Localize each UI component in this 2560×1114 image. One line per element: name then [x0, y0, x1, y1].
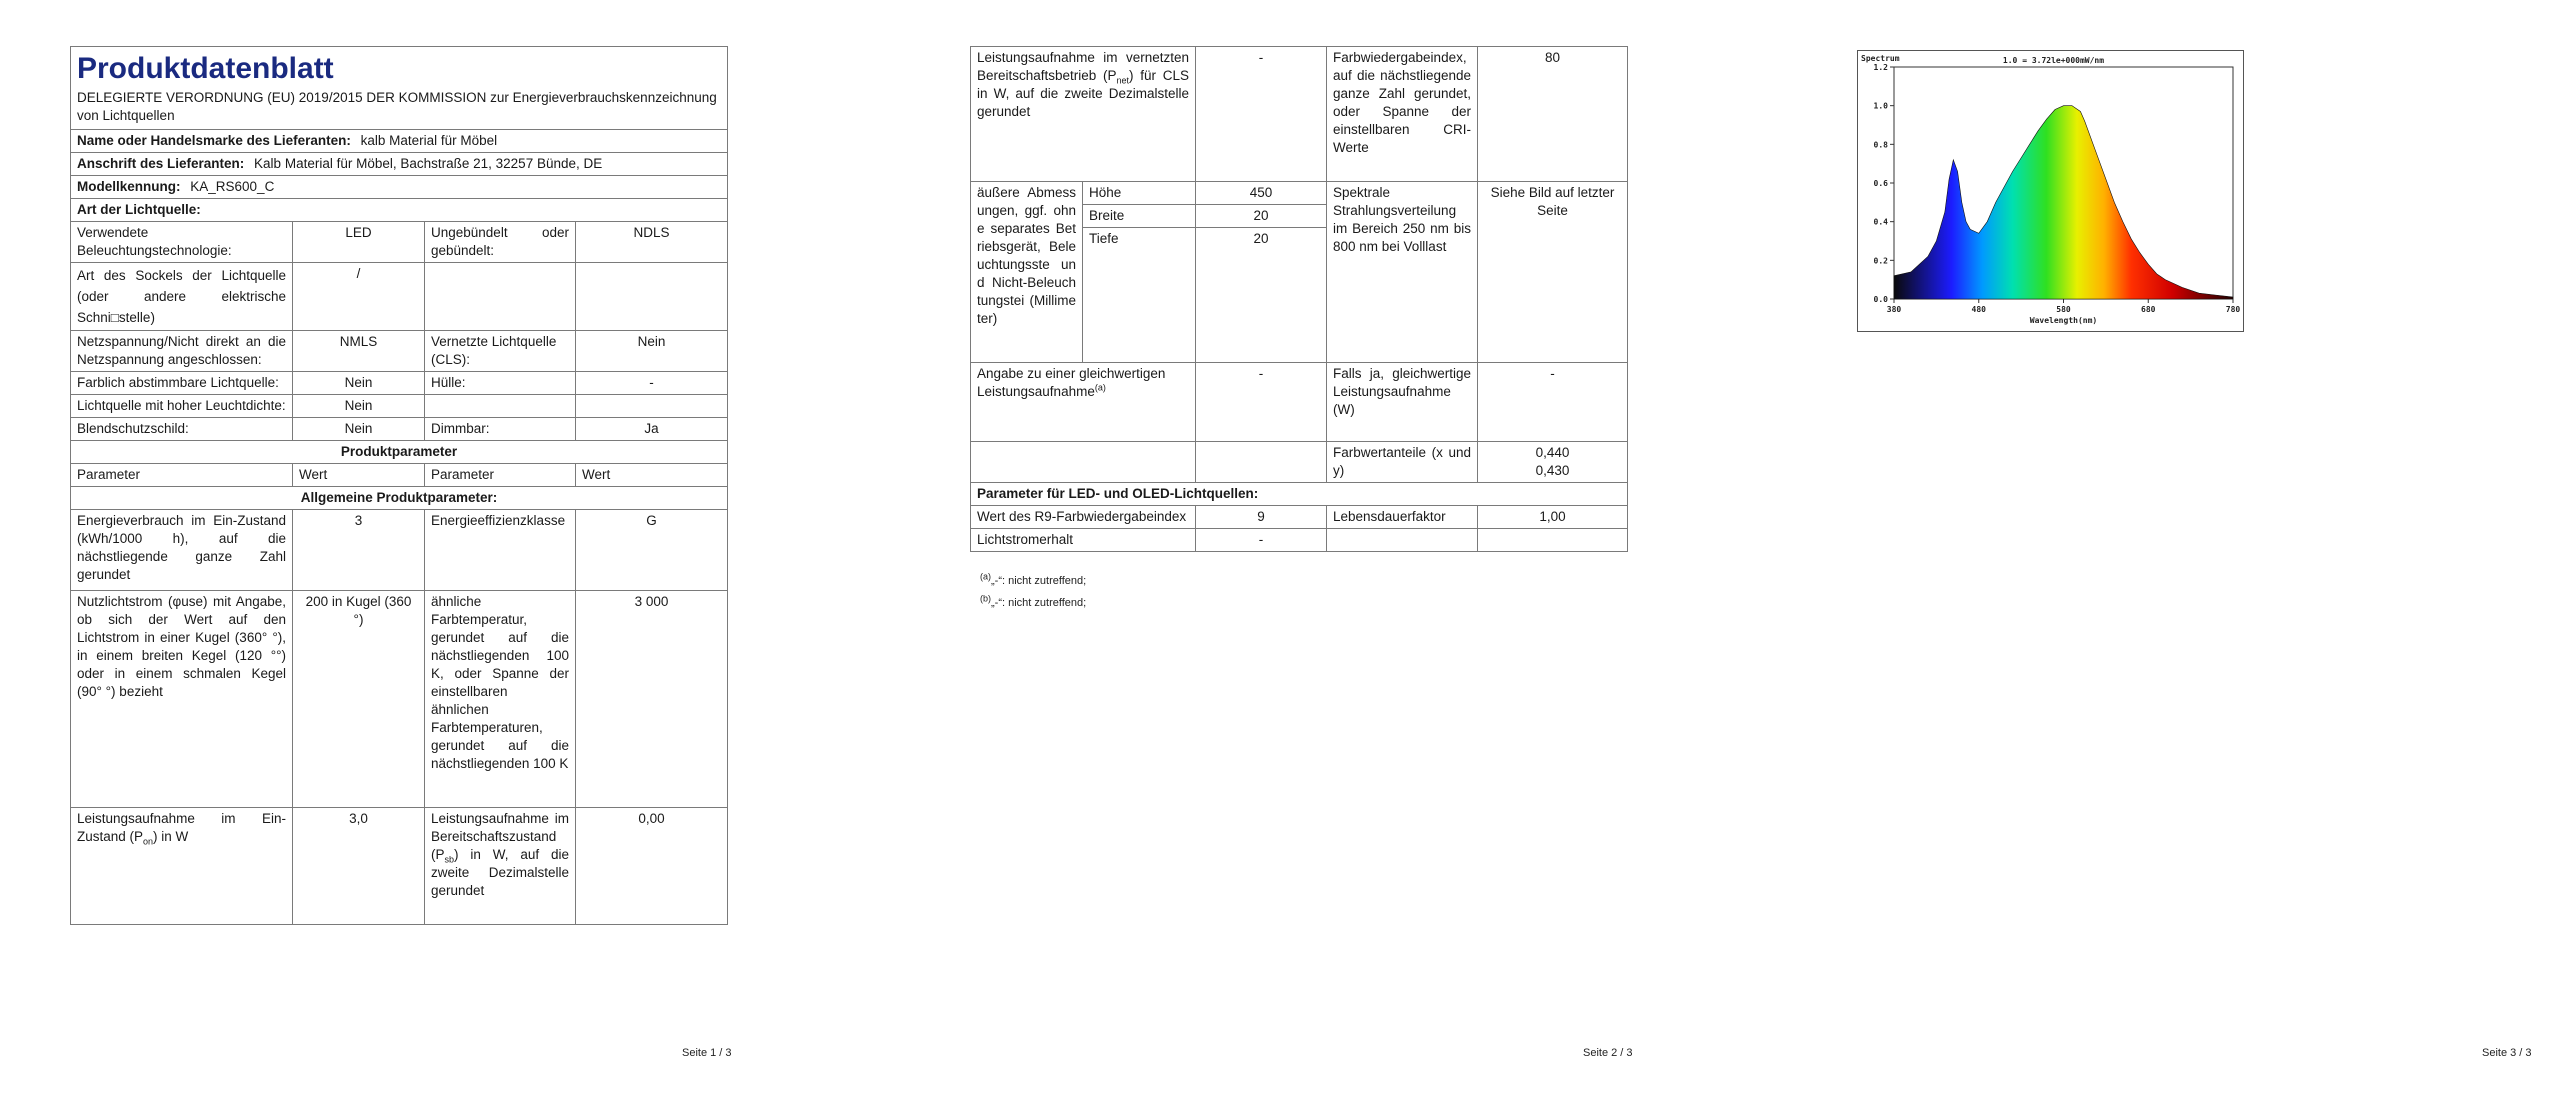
standby-label: [425, 808, 576, 925]
color-tunable-value: Nein: [293, 372, 425, 395]
empty-cell: [1196, 442, 1327, 483]
product-params-heading: Produktparameter: [71, 441, 728, 464]
depth-value: 20: [1196, 228, 1327, 363]
table-row: [71, 372, 728, 395]
empty-label: [425, 395, 576, 418]
footnote-b-text: „-“: nicht zutreffend;: [991, 597, 1087, 609]
x-tick-label: 480: [1971, 305, 1986, 314]
y-tick-label: 0.8: [1873, 140, 1888, 150]
spectrum-area: [1894, 106, 2233, 299]
chromaticity-label: Farbwertanteile (x und y): [1327, 442, 1478, 483]
dimmable-value: Ja: [576, 418, 728, 441]
y-axis-label: Spectrum: [1861, 54, 1900, 63]
height-value: 450: [1196, 182, 1327, 205]
page-number-1: Seite 1 / 3: [682, 1047, 732, 1059]
led-params-heading: Parameter für LED- und OLED-Lichtquellen:: [971, 483, 1628, 506]
anti-glare-value: Nein: [293, 418, 425, 441]
cap-type-label: Art des Sockels der Lichtquelle (oder andere elektrische Schni□stelle): [71, 263, 293, 331]
model-row: [71, 176, 728, 199]
page-number-3: Seite 3 / 3: [2482, 1047, 2532, 1059]
page-1: [70, 46, 728, 925]
table-row: [71, 418, 728, 441]
empty-cell: [971, 442, 1196, 483]
equivalent-power-label-text: Angabe zu einer gleichwertigen Leistungsaufnahme: [977, 366, 1166, 399]
product-datasheet-table: [70, 46, 728, 925]
if-yes-label: Falls ja, gleichwertige Leistungsaufnahme (W): [1327, 363, 1478, 442]
x-tick-label: 680: [2141, 305, 2156, 314]
equivalent-power-sup: (a): [1094, 382, 1106, 393]
if-yes-value: -: [1478, 363, 1628, 442]
envelope-label: Hülle:: [425, 372, 576, 395]
standby-value: 0,00: [576, 808, 728, 925]
table-row: [71, 395, 728, 418]
directional-label: Ungebündelt oder gebündelt:: [425, 222, 576, 263]
regulation-text: DELEGIERTE VERORDNUNG (EU) 2019/2015 DER KOMMISSION zur Energieverbrauchskennzeichnung von Lichtquellen: [77, 90, 717, 123]
energy-consumption-value: 3: [293, 510, 425, 591]
spectral-label: Spektrale Strahlungsverteilung im Bereich 250 nm bis 800 nm bei Volllast: [1327, 182, 1478, 363]
col-header-value: Wert: [293, 464, 425, 487]
table-row: [971, 442, 1628, 483]
supplier-address-row: [71, 153, 728, 176]
equivalent-power-label: [971, 363, 1196, 442]
height-label: Höhe: [1083, 182, 1196, 205]
power-on-value: 3,0: [293, 808, 425, 925]
power-on-label-b: ) in W: [153, 829, 189, 844]
anti-glare-label: Blendschutzschild:: [71, 418, 293, 441]
table-row: [71, 222, 728, 263]
cls-label: Vernetzte Lichtquelle (CLS):: [425, 331, 576, 372]
empty-label: [425, 263, 576, 331]
width-label: Breite: [1083, 205, 1196, 228]
cap-type-value: /: [293, 263, 425, 331]
supplier-address-label: Anschrift des Lieferanten:: [77, 156, 245, 171]
col-header-param-2: Parameter: [425, 464, 576, 487]
empty-value: [576, 395, 728, 418]
lumen-maintenance-value: -: [1196, 529, 1327, 552]
supplier-name-row: [71, 130, 728, 153]
x-tick-label: 780: [2225, 305, 2241, 314]
luminous-flux-value: 200 in Kugel (360 °): [293, 591, 425, 808]
chromaticity-x: 0,440: [1535, 445, 1570, 460]
r9-value: 9: [1196, 506, 1327, 529]
standby-label-sub: sb: [444, 854, 455, 865]
supplier-name-label: Name oder Handelsmarke des Lieferanten:: [77, 133, 351, 148]
x-tick-label: 380: [1886, 305, 1902, 314]
envelope-value: -: [576, 372, 728, 395]
cct-value: 3 000: [576, 591, 728, 808]
energy-class-label: Energieeffizienzklasse: [425, 510, 576, 591]
empty-value: [576, 263, 728, 331]
mains-value: NMLS: [293, 331, 425, 372]
spectrum-chart: [1857, 50, 2244, 332]
lifetime-value: 1,00: [1478, 506, 1628, 529]
y-tick-label: 0.2: [1873, 256, 1888, 266]
spectral-value: Siehe Bild auf letzter Seite: [1478, 182, 1628, 363]
luminous-flux-label: Nutzlichtstrom (φuse) mit Angabe, ob sich der Wert auf den Lichtstrom in einer Kugel (360° °), in einem breiten Kegel (120 °°) oder in einem schmalen Kegel (90° °) bezieht: [71, 591, 293, 808]
networked-standby-label-b: ) für CLS in W, auf die zweite Dezimalstelle gerundet: [977, 68, 1189, 119]
page-2: [970, 46, 1628, 552]
footnote-b-mark: (b): [980, 593, 991, 604]
color-tunable-label: Farblich abstimmbare Lichtquelle:: [71, 372, 293, 395]
table-row: [971, 47, 1628, 182]
cri-value: 80: [1478, 47, 1628, 182]
table-header-row: [71, 464, 728, 487]
footnote-b: [980, 593, 1087, 609]
empty-cell: [1478, 529, 1628, 552]
y-tick-label: 0.6: [1873, 179, 1888, 188]
col-header-param: Parameter: [71, 464, 293, 487]
standby-label-b: ) in W, auf die zweite Dezimalstelle gerundet: [431, 847, 569, 898]
networked-standby-value: -: [1196, 47, 1327, 182]
standby-label-a: Leistungsaufnahme im Bereitschaftszustand (P: [431, 811, 569, 862]
lumen-maintenance-label: Lichtstromerhalt: [971, 529, 1196, 552]
table-row: [71, 263, 728, 331]
width-value: 20: [1196, 205, 1327, 228]
model-value: KA_RS600_C: [190, 179, 275, 194]
power-on-label: [71, 808, 293, 925]
table-row: [971, 506, 1628, 529]
spectrum-chart-svg: [1858, 51, 2243, 331]
energy-consumption-label: Energieverbrauch im Ein-Zustand (kWh/1000 h), auf die nächstliegende ganze Zahl gerundet: [71, 510, 293, 591]
y-tick-label: 1.0: [1873, 101, 1888, 111]
technology-label: Verwendete Beleuchtungstechnologie:: [71, 222, 293, 263]
power-on-label-sub: on: [143, 836, 154, 847]
r9-label: Wert des R9-Farbwiedergabeindex: [971, 506, 1196, 529]
page-title: Produktdatenblatt: [77, 52, 334, 85]
mains-label: Netzspannung/Nicht direkt an die Netzspannung angeschlossen:: [71, 331, 293, 372]
chart-title: 1.0 = 3.72le+000mW/nm: [2002, 56, 2105, 65]
footnote-a: [980, 571, 1087, 587]
dimmable-label: Dimmbar:: [425, 418, 576, 441]
high-luminance-label: Lichtquelle mit hoher Leuchtdichte:: [71, 395, 293, 418]
table-row: [71, 510, 728, 591]
depth-label: Tiefe: [1083, 228, 1196, 363]
dimensions-label: äußere Abmessungen, ggf. ohne separates Betriebsgerät, Beleuchtungsste und Nicht-Beleuchtungstei (Millimeter): [971, 182, 1083, 363]
networked-standby-label-a: Leistungsaufnahme im vernetzten Bereitschaftsbetrieb (P: [977, 50, 1189, 83]
model-label: Modellkennung:: [77, 179, 181, 194]
y-tick-label: 0.0: [1873, 295, 1888, 304]
datasheet-table-continued: [970, 46, 1628, 552]
light-type-heading: Art der Lichtquelle:: [71, 199, 728, 222]
cri-label: Farbwiedergabeindex, auf die nächstliegende ganze Zahl gerundet, oder Spanne der einstellbaren CRI-Werte: [1327, 47, 1478, 182]
table-row: [71, 591, 728, 808]
table-row: [971, 529, 1628, 552]
x-axis-label: Wavelength(nm): [2029, 316, 2098, 325]
chromaticity-value: [1478, 442, 1628, 483]
table-row: [971, 363, 1628, 442]
page-number-2: Seite 2 / 3: [1583, 1047, 1633, 1059]
supplier-address-value: Kalb Material für Möbel, Bachstraße 21, 32257 Bünde, DE: [254, 156, 603, 171]
networked-standby-label: [971, 47, 1196, 182]
chart-area: [1894, 106, 2233, 299]
lifetime-label: Lebensdauerfaktor: [1327, 506, 1478, 529]
cct-label: ähnliche Farbtemperatur, gerundet auf die nächstliegenden 100 K, oder Spanne der einstellbaren ähnlichen Farbtemperaturen, gerundet auf die nächstliegenden 100 K: [425, 591, 576, 808]
x-tick-label: 580: [2056, 305, 2071, 314]
empty-cell: [1327, 529, 1478, 552]
high-luminance-value: Nein: [293, 395, 425, 418]
cls-value: Nein: [576, 331, 728, 372]
chromaticity-y: 0,430: [1535, 463, 1570, 478]
energy-class-value: G: [576, 510, 728, 591]
table-row: [71, 808, 728, 925]
technology-value: LED: [293, 222, 425, 263]
col-header-value-2: Wert: [576, 464, 728, 487]
supplier-name-value: kalb Material für Möbel: [360, 133, 498, 148]
y-tick-label: 1.2: [1873, 63, 1888, 72]
directional-value: NDLS: [576, 222, 728, 263]
networked-standby-label-sub: net: [1116, 75, 1130, 86]
footnote-a-text: „-“: nicht zutreffend;: [991, 575, 1087, 587]
power-on-label-a: Leistungsaufnahme im Ein-Zustand (P: [77, 811, 286, 844]
y-tick-label: 0.4: [1873, 217, 1888, 227]
table-row: [971, 182, 1628, 205]
table-row: [71, 331, 728, 372]
equivalent-power-value: -: [1196, 363, 1327, 442]
footnote-a-mark: (a): [980, 571, 991, 582]
general-params-heading: Allgemeine Produktparameter:: [71, 487, 728, 510]
